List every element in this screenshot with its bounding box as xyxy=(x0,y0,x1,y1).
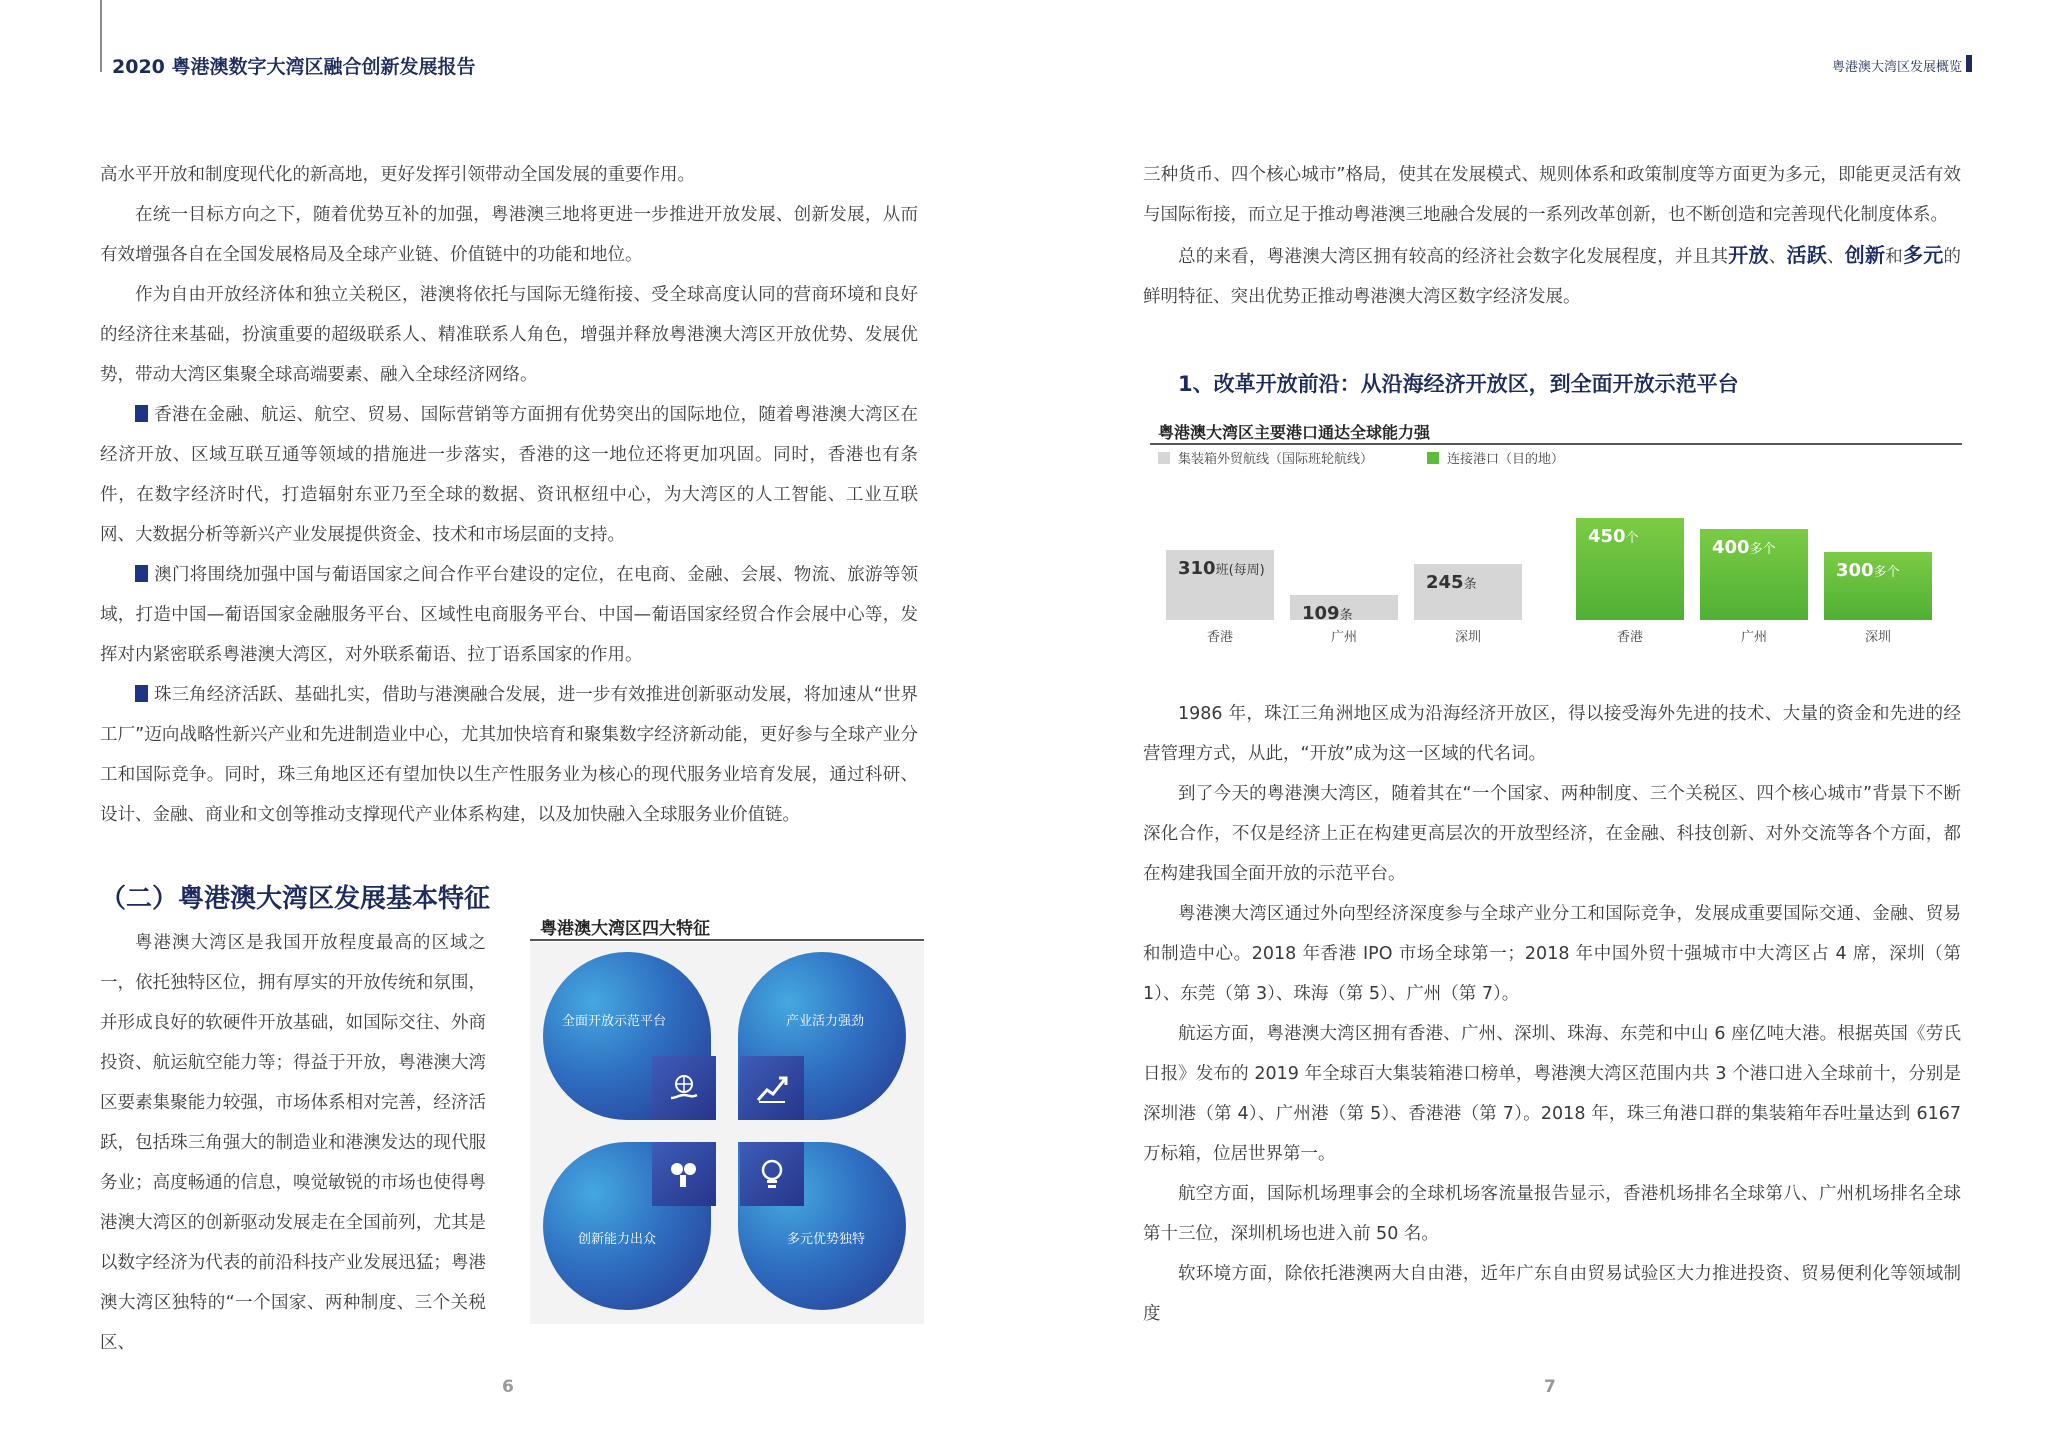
paragraph: 三种货币、四个核心城市”格局，使其在发展模式、规则体系和政策制度等方面更为多元，即能更灵活有效与国际衔接，而立足于推动粤港澳三地融合发展的一系列改革创新，也不断创造和完善现代化制度体系。 xyxy=(1143,165,1961,225)
summary-paragraph: 总的来看，粤港澳大湾区拥有较高的经济社会数字化发展程度，并且其开放、活跃、创新和多元的鲜明特征、突出优势正推动粤港澳大湾区数字经济发展。 xyxy=(1143,243,1961,307)
paragraph: 航运方面，粤港澳大湾区拥有香港、广州、深圳、珠海、东莞和中山 6 座亿吨大港。根据英国《劳氏日报》发布的 2019 年全球百大集装箱港口榜单，粤港澳大湾区范围内共 3 个港口进入全球前十，分别是深圳港（第 4）、广州港（第 5）、香港港（第 7）。2018 年，珠三角港口群的集装箱年吞吐量达到 6167 万标箱，位居世界第一。 xyxy=(1143,1024,1961,1164)
binoculars-icon xyxy=(652,1142,716,1206)
section-title: （二）粤港澳大湾区发展基本特征 xyxy=(100,884,491,914)
paragraph: 作为自由开放经济体和独立关税区，港澳将依托与国际无缝衔接、受全球高度认同的营商环境和良好的经济往来基础，扮演重要的超级联系人、精准联系人角色，增强并释放粤港澳大湾区开放优势、发展优势，带动大湾区集聚全球高端要素、融入全球经济网络。 xyxy=(100,285,918,385)
feature-label: 产业活力强劲 xyxy=(786,1014,865,1029)
right-page-intro xyxy=(1143,155,1961,317)
feature-label: 创新能力出众 xyxy=(578,1232,657,1247)
paragraph-prd: 珠三角经济活跃、基础扎实，借助与港澳融合发展，进一步有效推进创新驱动发展，将加速从“世界工厂”迈向战略性新兴产业和先进制造业中心，尤其加快培育和聚集数字经济新动能，更好参与全球产业分工和国际竞争。同时，珠三角地区还有望加快以生产性服务业为核心的现代服务业培育发展，通过科研、设计、金融、商业和文创等推动支撑现代产业体系构建，以及加快融入全球服务业价值链。 xyxy=(100,685,918,825)
bar-value-label: 450个 xyxy=(1588,526,1639,547)
bar-value-label: 245条 xyxy=(1426,572,1477,593)
keyword-innovation: 创新 xyxy=(1844,243,1886,267)
category-label: 深圳 xyxy=(1454,630,1481,645)
keyword-open: 开放 xyxy=(1728,243,1769,267)
right-page-body xyxy=(1143,694,1961,1334)
header-divider xyxy=(100,0,102,72)
legend-swatch xyxy=(1158,452,1170,464)
page-number-left: 6 xyxy=(502,1377,514,1397)
subsection-title: 1、改革开放前沿：从沿海经济开放区，到全面开放示范平台 xyxy=(1178,372,1739,396)
paragraph: 到了今天的粤港澳大湾区，随着其在“一个国家、两种制度、三个关税区、四个核心城市”背景下不断深化合作，不仅是经济上正在构建更高层次的开放型经济，在金融、科技创新、对外交流等各个方面，都在构建我国全面开放的示范平台。 xyxy=(1143,784,1961,884)
bar-value-label: 109条 xyxy=(1302,603,1353,624)
diagram-rule xyxy=(530,939,924,941)
legend-swatch xyxy=(1427,452,1439,464)
paragraph: 在统一目标方向之下，随着优势互补的加强，粤港澳三地将更进一步推进开放发展、创新发展，从而有效增强各自在全国发展格局及全球产业链、价值链中的功能和地位。 xyxy=(100,205,918,265)
feature-label: 多元优势独特 xyxy=(787,1232,866,1247)
section-paragraph: 粤港澳大湾区是我国开放程度最高的区域之一，依托独特区位，拥有厚实的开放传统和氛围，并形成良好的软硬件开放基础，如国际交往、外商投资、航运航空能力等；得益于开放，粤港澳大湾区要素集聚能力较强，市场体系相对完善，经济活跃，包括珠三角强大的制造业和港澳发达的现代服务业；高度畅通的信息，嗅觉敏锐的市场也使得粤港澳大湾区的创新驱动发展走在全国前列，尤其是以数字经济为代表的前沿科技产业发展迅猛；粤港澳大湾区独特的“一个国家、两种制度、三个关税区、 xyxy=(100,933,486,1353)
paragraph: 1986 年，珠江三角洲地区成为沿海经济开放区，得以接受海外先进的技术、大量的资金和先进的经营管理方式，从此，“开放”成为这一区域的代名词。 xyxy=(1143,704,1961,764)
category-label: 广州 xyxy=(1330,630,1357,645)
chart-rule xyxy=(1150,443,1962,445)
bar-value-label: 300多个 xyxy=(1836,560,1900,581)
hand-globe-icon xyxy=(652,1056,716,1120)
legend-item-routes: 集装箱外贸航线（国际班轮航线） xyxy=(1158,448,1373,467)
section-header: 粤港澳大湾区发展概览 xyxy=(1831,60,1962,75)
category-label: 深圳 xyxy=(1864,630,1891,645)
growth-chart-icon xyxy=(740,1056,804,1120)
bar-value-label: 310班(每周) xyxy=(1178,558,1265,579)
bullet-square-icon xyxy=(135,565,148,582)
left-page-body xyxy=(100,155,918,835)
keyword-diverse: 多元 xyxy=(1903,243,1944,267)
report-title: 2020 粤港澳数字大湾区融合创新发展报告 xyxy=(112,56,476,78)
bar-value-label: 400多个 xyxy=(1712,537,1776,558)
diagram-title: 粤港澳大湾区四大特征 xyxy=(540,919,710,939)
paragraph: 粤港澳大湾区通过外向型经济深度参与全球产业分工和国际竞争，发展成重要国际交通、金融、贸易和制造中心。2018 年香港 IPO 市场全球第一；2018 年中国外贸十强城市中大湾区占 4 席，深圳（第 1）、东莞（第 3）、珠海（第 5）、广州（第 7）。 xyxy=(1143,904,1961,1004)
page-number-right: 7 xyxy=(1544,1377,1556,1397)
feature-label: 全面开放示范平台 xyxy=(562,1014,667,1029)
category-label: 香港 xyxy=(1616,630,1643,645)
category-label: 广州 xyxy=(1740,630,1767,645)
keyword-active: 活跃 xyxy=(1786,243,1827,267)
header-marker xyxy=(1966,55,1972,72)
legend-item-ports: 连接港口（目的地） xyxy=(1427,448,1564,467)
bullet-square-icon xyxy=(135,405,148,422)
paragraph-hongkong: 香港在金融、航运、航空、贸易、国际营销等方面拥有优势突出的国际地位，随着粤港澳大湾区在经济开放、区域互联互通等领域的措施进一步落实，香港的这一地位还将更加巩固。同时，香港也有条件，在数字经济时代，打造辐射东亚乃至全球的数据、资讯枢纽中心，为大湾区的人工智能、工业互联网、大数据分析等新兴产业发展提供资金、技术和市场层面的支持。 xyxy=(100,405,918,545)
bullet-square-icon xyxy=(135,685,148,702)
paragraph: 软环境方面，除依托港澳两大自由港，近年广东自由贸易试验区大力推进投资、贸易便利化等领域制度 xyxy=(1143,1264,1961,1324)
lightbulb-icon xyxy=(740,1142,804,1206)
paragraph: 高水平开放和制度现代化的新高地，更好发挥引领带动全国发展的重要作用。 xyxy=(100,165,695,185)
paragraph-macau: 澳门将围绕加强中国与葡语国家之间合作平台建设的定位，在电商、金融、会展、物流、旅游等领域，打造中国—葡语国家金融服务平台、区域性电商服务平台、中国—葡语国家经贸合作会展中心等，发挥对内紧密联系粤港澳大湾区，对外联系葡语、拉丁语系国家的作用。 xyxy=(100,565,918,665)
chart-title: 粤港澳大湾区主要港口通达全球能力强 xyxy=(1158,423,1431,442)
category-label: 香港 xyxy=(1206,630,1233,645)
paragraph: 航空方面，国际机场理事会的全球机场客流量报告显示，香港机场排名全球第八、广州机场排名全球第十三位，深圳机场也进入前 50 名。 xyxy=(1143,1184,1961,1244)
